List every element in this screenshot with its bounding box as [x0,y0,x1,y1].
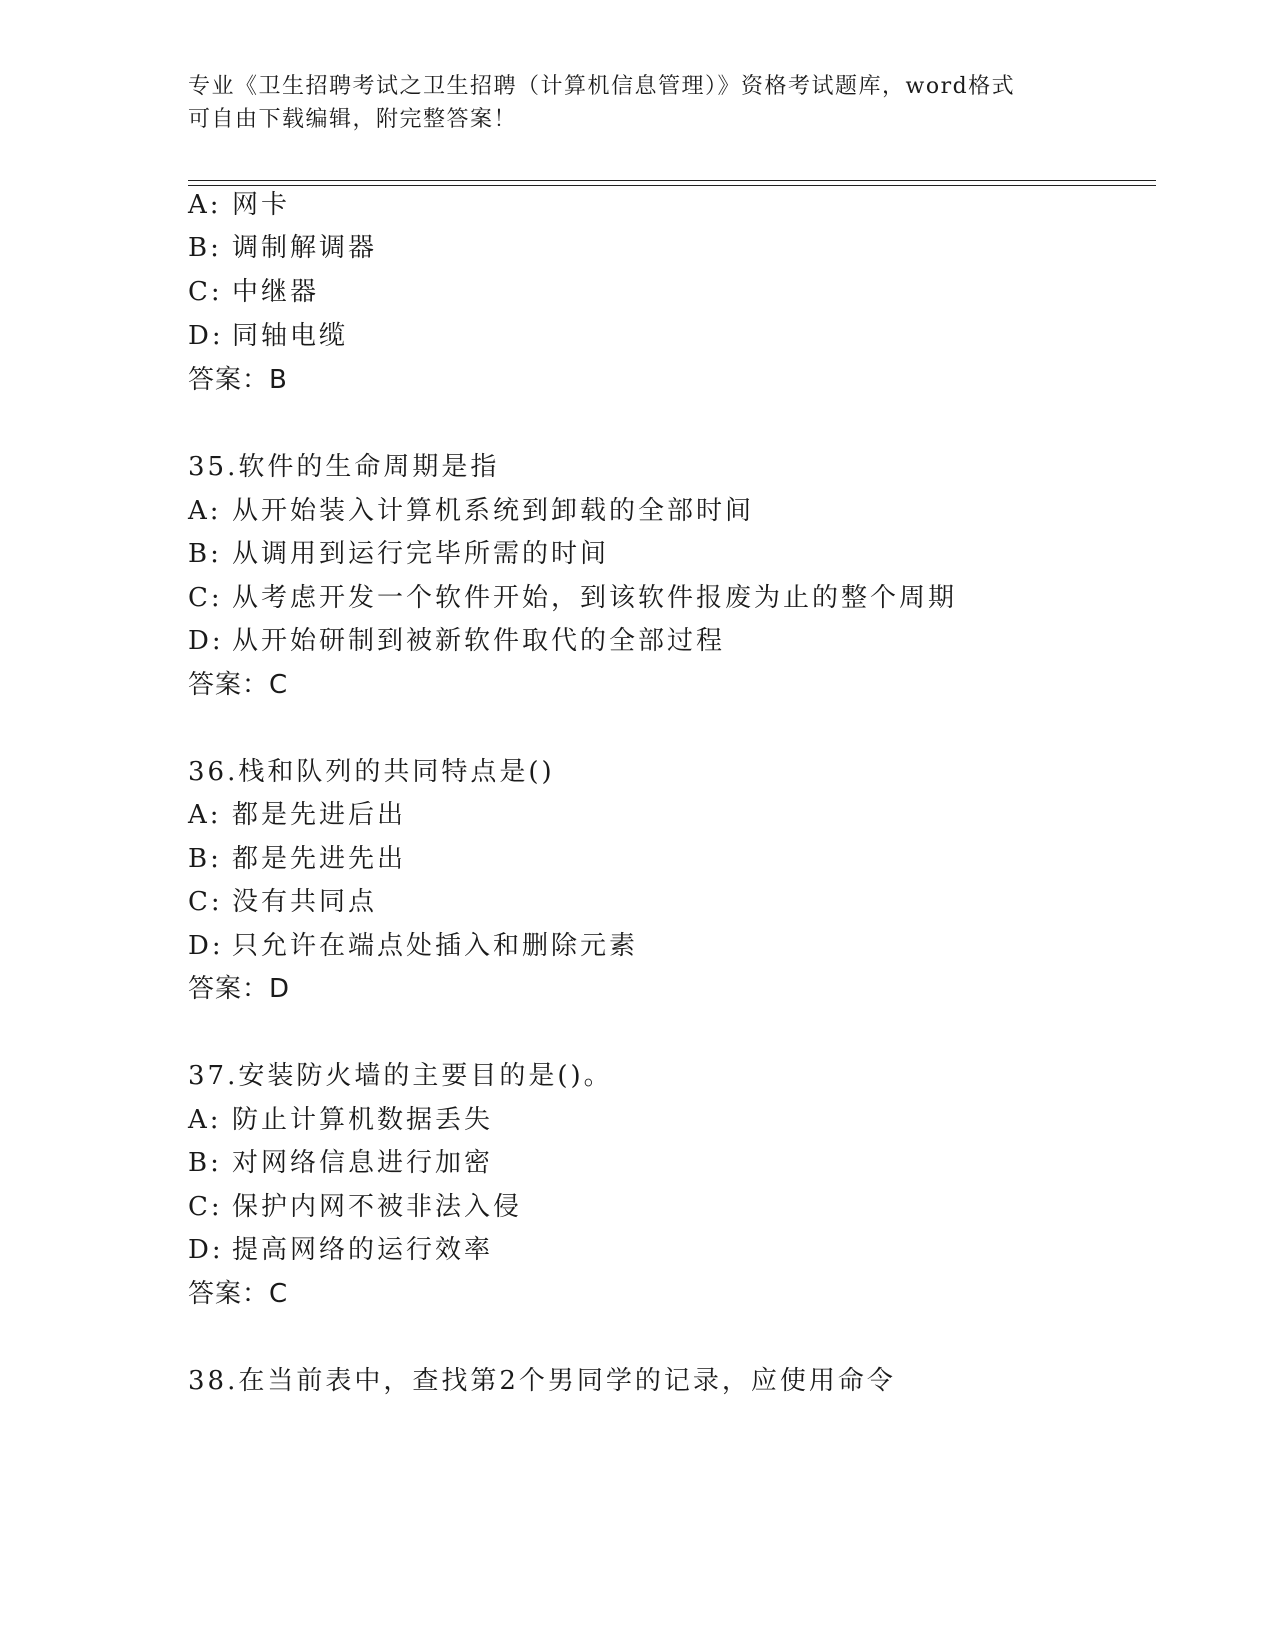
option-label: D: [188,626,224,656]
option-text: 从考虑开发一个软件开始，到该软件报废为止的整个周期 [232,583,958,613]
document-header [188,70,1088,136]
option-label: A: [188,800,222,830]
option-label: B: [188,539,222,569]
option-label: D: [188,1235,224,1265]
option-b [188,1148,493,1178]
option-label: C: [188,887,223,917]
option-text: 都是先进先出 [232,844,407,874]
option-d [188,931,638,961]
answer-line: 答案：C [188,670,289,700]
option-text: 网卡 [232,190,291,220]
header-divider-bottom [188,185,1156,186]
option-label: C: [188,1192,223,1222]
option-text: 提高网络的运行效率 [232,1235,494,1265]
option-text: 同轴电缆 [232,321,349,351]
option-text: 都是先进后出 [232,800,407,830]
option-b [188,539,609,569]
option-text: 只允许在端点处插入和删除元素 [232,931,639,961]
option-label: D: [188,931,224,961]
option-text: 从开始装入计算机系统到卸载的全部时间 [232,496,755,526]
option-text: 防止计算机数据丢失 [232,1105,494,1135]
option-label: B: [188,844,222,874]
option-c [188,583,957,613]
answer-line: 答案：D [188,974,291,1004]
option-a [188,190,290,220]
option-d [188,1235,493,1265]
option-label: A: [188,1105,222,1135]
question-stem: 38.在当前表中，查找第2个男同学的记录，应使用命令 [188,1366,896,1396]
option-label: D: [188,321,224,351]
option-label: B: [188,233,222,263]
option-a [188,496,754,526]
option-label: B: [188,1148,222,1178]
header-line-1: 专业《卫生招聘考试之卫生招聘（计算机信息管理）》资格考试题库，word格式 [188,74,1016,99]
header-divider-top [188,180,1156,181]
question-stem: 35.软件的生命周期是指 [188,452,500,482]
option-c [188,887,377,917]
option-text: 保护内网不被非法入侵 [232,1192,523,1222]
option-b [188,233,377,263]
option-label: A: [188,190,222,220]
option-a [188,1105,493,1135]
header-line-2: 可自由下载编辑，附完整答案！ [188,107,518,132]
option-d [188,321,348,351]
question-stem: 37.安装防火墙的主要目的是()。 [188,1061,613,1091]
option-d [188,626,725,656]
option-label: C: [188,277,223,307]
option-text: 没有共同点 [232,887,378,917]
question-stem: 36.栈和队列的共同特点是() [188,757,555,787]
option-label: A: [188,496,222,526]
option-a [188,800,406,830]
option-text: 对网络信息进行加密 [232,1148,494,1178]
option-text: 中继器 [232,277,320,307]
answer-line: 答案：B [188,365,288,395]
option-text: 从开始研制到被新软件取代的全部过程 [232,626,726,656]
answer-line: 答案：C [188,1279,289,1309]
option-c [188,277,319,307]
option-b [188,844,406,874]
option-text: 调制解调器 [232,233,378,263]
option-c [188,1192,522,1222]
option-text: 从调用到运行完毕所需的时间 [232,539,610,569]
option-label: C: [188,583,223,613]
